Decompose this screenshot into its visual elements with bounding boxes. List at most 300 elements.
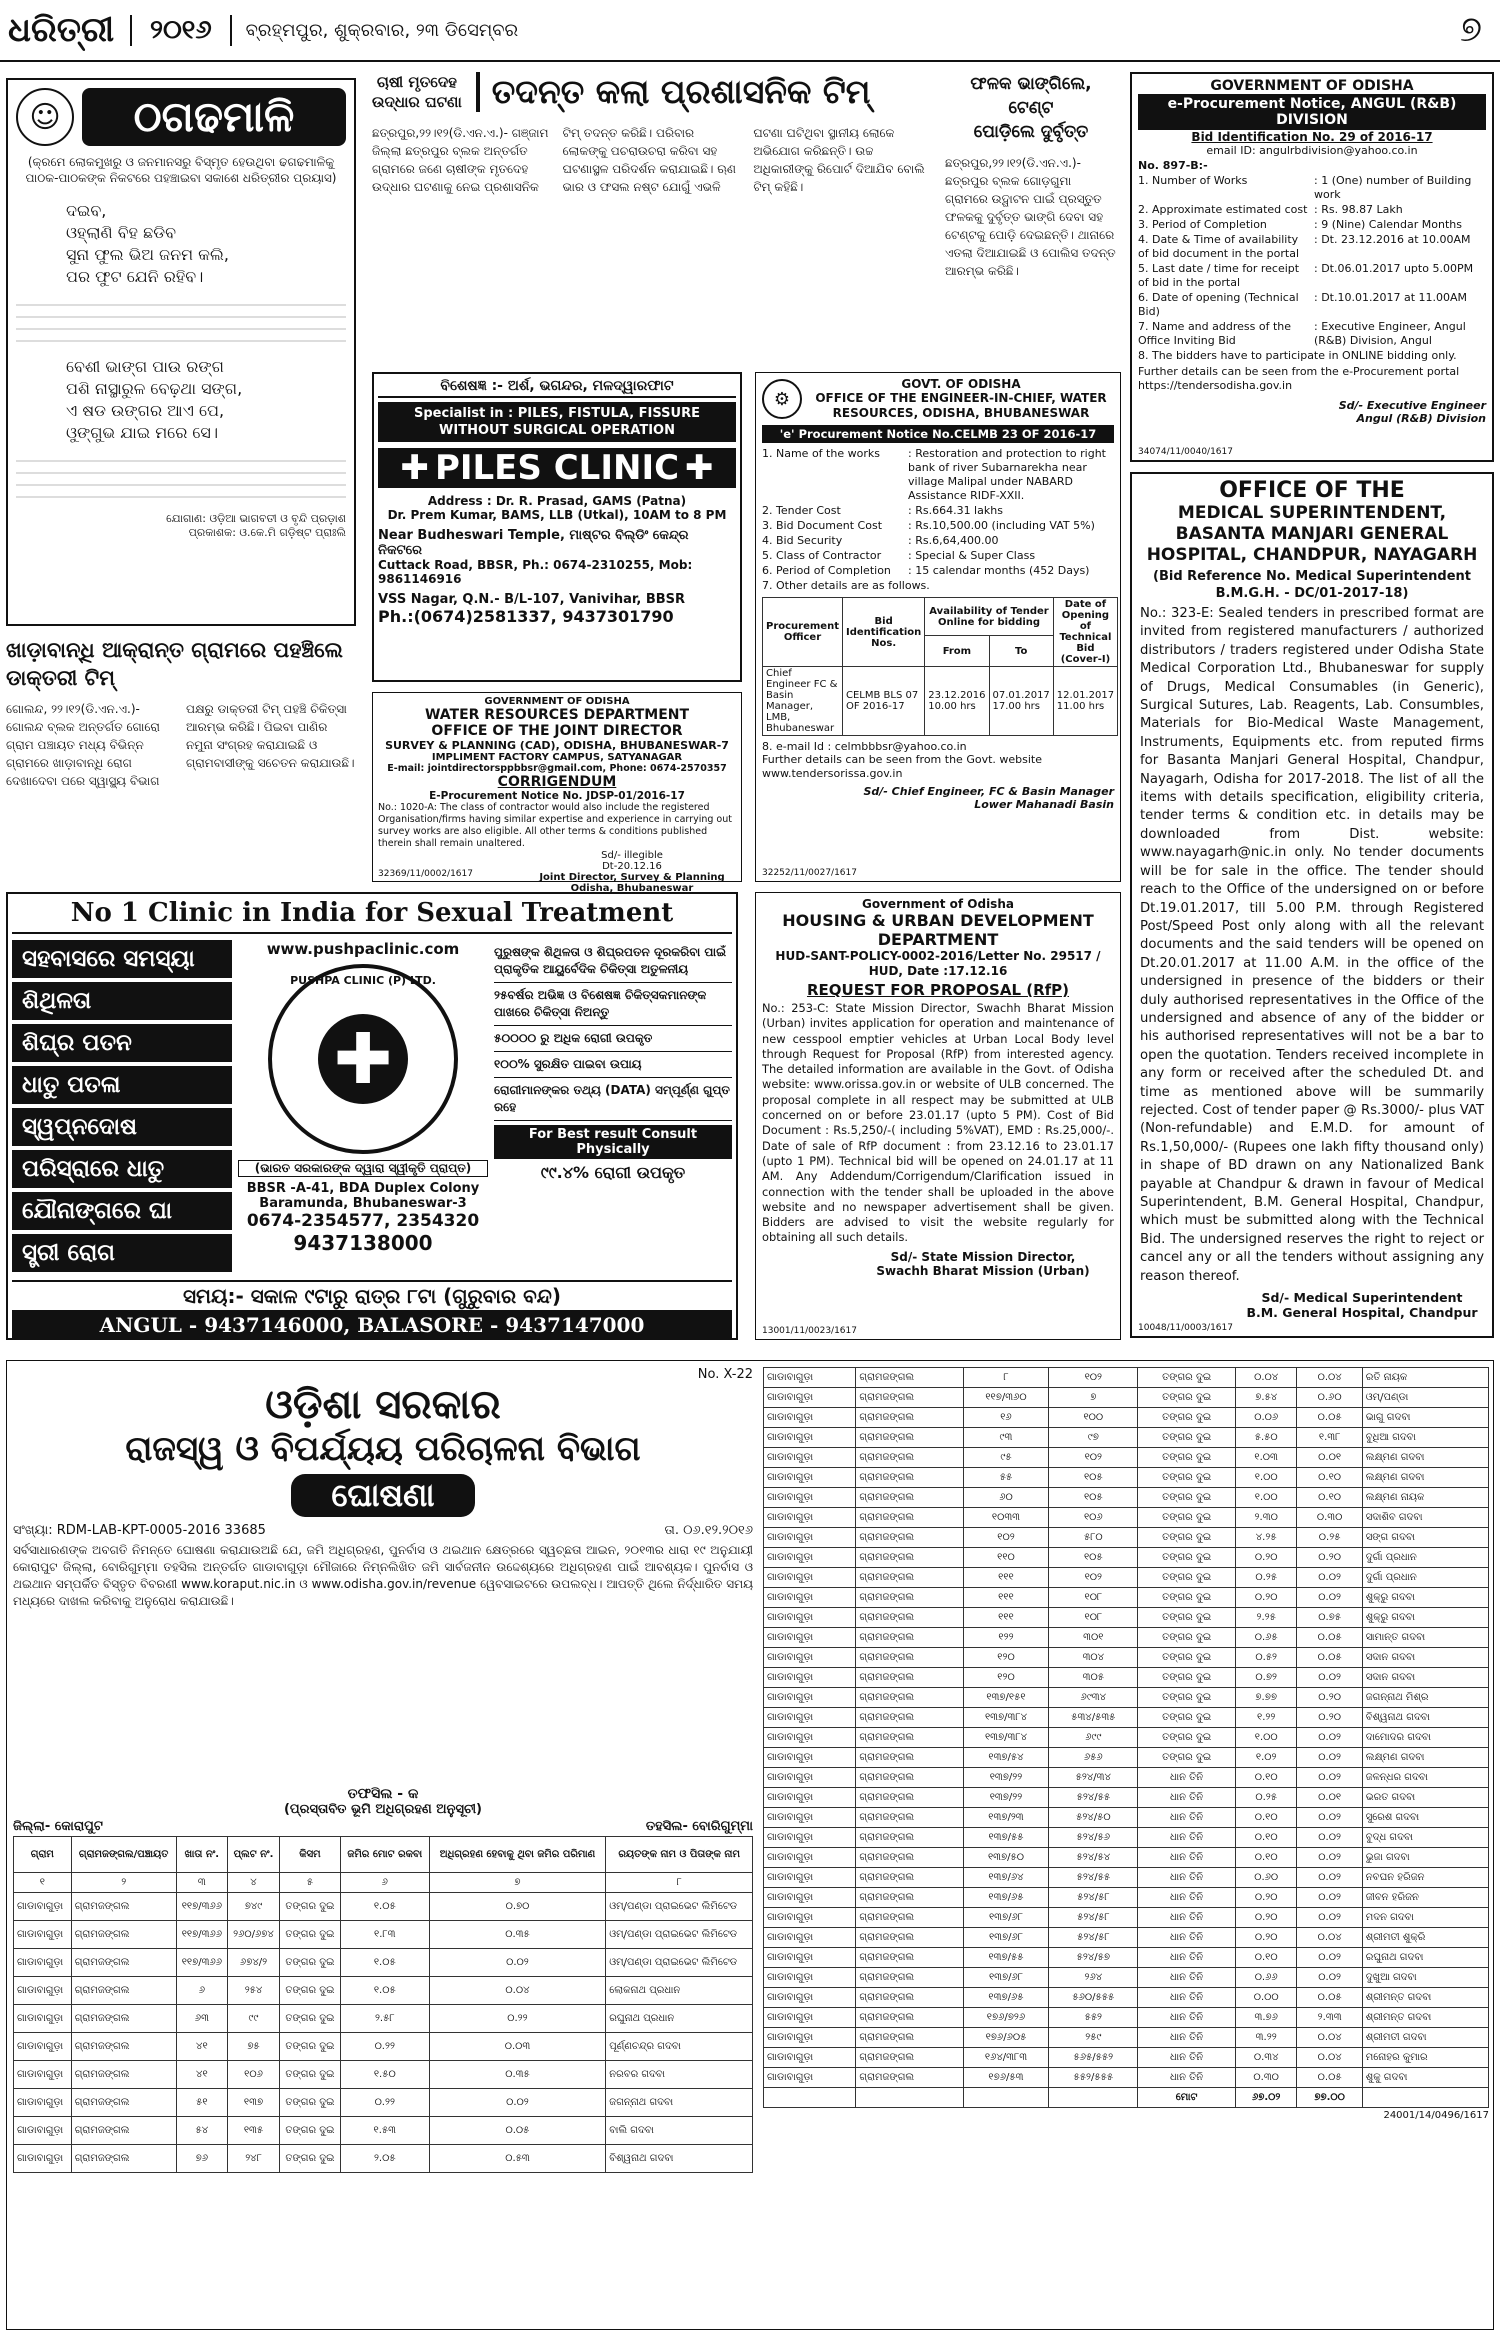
water-sign-4: Odisha, Bhubaneswar bbox=[570, 883, 694, 894]
clinic-seal-text: PUSHPA CLINIC (P) LTD. bbox=[290, 974, 436, 987]
table-cell: ଗାଡାବାଗୁଡ଼ା bbox=[764, 1628, 856, 1648]
table-cell: ୧୧୧ bbox=[963, 1588, 1049, 1608]
table-cell: ୧୩୭/୩୮୪ bbox=[963, 1708, 1049, 1728]
piles-address-3: Near Budheswari Temple, ମାଷ୍ଟର ବିଲ୍ଡିଂ କେନ୍ଦ୍ର ନିକଟରେ bbox=[378, 528, 689, 558]
table-cell: ୭.୭୭ bbox=[1235, 1688, 1297, 1708]
table-cell: ୧୩୭/୫୫ bbox=[963, 1828, 1049, 1848]
table-cell: ତଙ୍ଗର ଦୁଇ bbox=[1138, 1748, 1236, 1768]
table-cell: ତଙ୍ଗର ଦୁଇ bbox=[279, 2089, 340, 2117]
table-cell: ତଙ୍ଗର ଦୁଇ bbox=[279, 2033, 340, 2061]
eic-table bbox=[762, 597, 1118, 736]
revenue-schedule-sub: (ପ୍ରସ୍ତାବିତ ଭୂମି ଅଧିଗ୍ରହଣ ଅନୁସୂଚୀ) bbox=[283, 1802, 482, 1817]
table-cell: ନରବର ଗଦବା bbox=[606, 2061, 753, 2089]
table-cell: ଗାଡାବାଗୁଡ଼ା bbox=[764, 1488, 856, 1508]
eic-td-opening: 12.01.2017 11.00 hrs bbox=[1053, 667, 1117, 736]
table-cell: ୧୩୭/୨୨ bbox=[963, 1788, 1049, 1808]
table-cell: ଜୀବନ ହରିଜନ bbox=[1362, 1888, 1488, 1908]
table-cell: ୦.୨୫ bbox=[1297, 1528, 1362, 1548]
table-cell: ଗ୍ରାମଜଙ୍ଗଲ bbox=[856, 1988, 963, 2008]
table-cell: ତଙ୍ଗର ଦୁଇ bbox=[279, 2061, 340, 2089]
table-cell bbox=[856, 2088, 963, 2108]
table-cell: ଗ୍ରାମଜଙ୍ଗଲ bbox=[856, 1648, 963, 1668]
table-cell: ତଙ୍ଗର ଦୁଇ bbox=[1138, 1388, 1236, 1408]
table-cell: ଗ୍ରାମଜଙ୍ଗଲ bbox=[71, 2117, 176, 2145]
angul-item bbox=[1138, 233, 1486, 261]
table-cell: ମନୋହର କୁମାର bbox=[1362, 2048, 1488, 2068]
table-row bbox=[764, 1468, 1489, 1488]
table-cell: ୦.୩୫ bbox=[429, 1921, 606, 1949]
revenue-left bbox=[13, 1367, 753, 2323]
table-cell: ତଙ୍ଗର ଦୁଇ bbox=[279, 1949, 340, 1977]
table-cell: ୦.୦୧ bbox=[1297, 1788, 1362, 1808]
table-cell: ୬୯୯ bbox=[1049, 1728, 1138, 1748]
table-cell: ଗାଡାବାଗୁଡ଼ା bbox=[14, 2005, 72, 2033]
table-cell: ଲକ୍ଷ୍ମଣ ଗଦବା bbox=[1362, 1748, 1488, 1768]
table-cell: ୧୨୦ bbox=[963, 1668, 1049, 1688]
eic-item-value: : Restoration and protection to right bank of river Subarnarekha near village Malipal under NABARD Assistance RIDF-XXII. bbox=[908, 447, 1106, 502]
table-cell: ୦.୦୨ bbox=[1297, 1868, 1362, 1888]
table-cell: ଶ୍ରୀମନ୍ତ ଗଦବା bbox=[1362, 1988, 1488, 2008]
table-cell: ୦.୩୪ bbox=[1235, 2048, 1297, 2068]
table-cell: ୧୦୮ bbox=[1049, 1608, 1138, 1628]
table-cell: ତଙ୍ଗର ଦୁଇ bbox=[1138, 1528, 1236, 1548]
water-title: CORRIGENDUM bbox=[497, 774, 617, 790]
table-cell: ଗାଡାବାଗୁଡ଼ା bbox=[764, 1388, 856, 1408]
clinic-bbsr: BBSR -A-41, BDA Duplex Colony bbox=[246, 1181, 480, 1196]
table-row bbox=[764, 1908, 1489, 1928]
table-col-number: ୪ bbox=[228, 1873, 280, 1893]
table-cell: ୧.୨୨ bbox=[1235, 1708, 1297, 1728]
table-cell: ୧୭୬/୫୩ bbox=[963, 2068, 1049, 2088]
clinic-problem-item: ସ୍ୱପ୍ନଦୋଷ bbox=[12, 1108, 232, 1146]
eic-gov: GOVT. OF ODISHA bbox=[901, 377, 1021, 391]
table-row bbox=[764, 1608, 1489, 1628]
table-cell: ୦.୨୫ bbox=[1235, 1788, 1297, 1808]
table-cell: ୦.୧୦ bbox=[1235, 1828, 1297, 1848]
table-row bbox=[764, 1888, 1489, 1908]
table-cell: ବିଶ୍ୱନାଥ ଗଦବା bbox=[1362, 1708, 1488, 1728]
water-notice bbox=[372, 692, 742, 894]
table-cell: ୫୨୪/୩୪ bbox=[1049, 1768, 1138, 1788]
table-cell: ୦.୬୫ bbox=[1235, 1628, 1297, 1648]
table-cell: ଲକ୍ଷ୍ମଣ ନାୟକ bbox=[1362, 1488, 1488, 1508]
table-cell: ଗ୍ରାମଜଙ୍ଗଲ bbox=[856, 2028, 963, 2048]
table-row bbox=[764, 1828, 1489, 1848]
table-cell: ୦.୧୦ bbox=[1235, 1848, 1297, 1868]
table-cell: ଗ୍ରାମଜଙ୍ଗଲ bbox=[856, 1708, 963, 1728]
table-cell: ତଙ୍ଗର ଦୁଇ bbox=[1138, 1468, 1236, 1488]
table-row bbox=[764, 1588, 1489, 1608]
table-cell: ୧୭୬/୭୨୬ bbox=[963, 2008, 1049, 2028]
table-cell: ଗାଡାବାଗୁଡ଼ା bbox=[764, 1508, 856, 1528]
table-row bbox=[764, 1508, 1489, 1528]
table-row bbox=[764, 1768, 1489, 1788]
table-row bbox=[764, 1728, 1489, 1748]
piles-specialist: Specialist in : PILES, FISTULA, FISSURE WITHOUT SURGICAL OPERATION bbox=[378, 402, 736, 442]
eic-item-key: 7. Other details are as follows. bbox=[762, 579, 930, 592]
table-cell: ୦.୨୨ bbox=[340, 2033, 429, 2061]
year: ୨୦୧୬ bbox=[130, 15, 232, 46]
angul-item bbox=[1138, 203, 1486, 217]
housing-ref: HUD-SANT-POLICY-0002-2016/Letter No. 29517 / HUD, Date :17.12.16 bbox=[775, 949, 1101, 978]
article-right bbox=[945, 72, 1117, 362]
table-cell: ୦.୦୪ bbox=[429, 1977, 606, 2005]
housing-sign-1: Sd/- State Mission Director, bbox=[890, 1249, 1076, 1264]
table-cell: ୧୧୭/୩୬୦ bbox=[963, 1388, 1049, 1408]
table-cell: ଶୁକ୍ରୁ ଗଦବା bbox=[1362, 1588, 1488, 1608]
article-center-body: ଛତ୍ରପୁର,୨୨।୧୨(ଡି.ଏନ.ଏ.)- ଗଞ୍ଜାମ ଜିଲ୍ଲା ଛତ୍ରପୁର ବ୍ଲକ ଅନ୍ତର୍ଗତ ଗ୍ରାମରେ ଜଣେ ଚାଷୀଙ୍କ ମୃତଦେହ ଉଦ୍ଧାର ଘଟଣାକୁ ନେଇ ପ୍ରଶାସନିକ ଟିମ୍ ତଦନ୍ତ କରିଛି। ପରିବାର ଲୋକଙ୍କୁ ପଚରାଉଚରା କରିବା ସହ ଘଟଣାସ୍ଥଳ ପରିଦର୍ଶନ କରାଯାଇଛି। ଋଣ ଭାର ଓ ଫସଲ ନଷ୍ଟ ଯୋଗୁଁ ଏଭଳି ଘଟଣା ଘଟିଥିବା ସ୍ଥାନୀୟ ଲୋକେ ଅଭିଯୋଗ କରିଛନ୍ତି। ଉଚ୍ଚ ଅଧିକାରୀଙ୍କୁ ରିପୋର୍ଟ ଦିଆଯିବ ବୋଲି ଟିମ୍ କହିଛି। bbox=[372, 126, 925, 194]
table-cell: ୧୩୭/୬୮ bbox=[963, 1928, 1049, 1948]
table-cell: ଗାଡାବାଗୁଡ଼ା bbox=[764, 1648, 856, 1668]
table-cell: ୧.୫୩ bbox=[340, 2117, 429, 2145]
hospital-ref: (Bid Reference No. Medical Superintendent B.M.G.H. - DC/01-2017-18) bbox=[1153, 569, 1471, 601]
table-cell: ବୁଧିଆ ଗଦବା bbox=[1362, 1428, 1488, 1448]
table-col-number: ୭ bbox=[429, 1873, 606, 1893]
eic-further: Further details can be seen from the Govt. website www.tendersorissa.gov.in bbox=[762, 753, 1043, 780]
table-cell: ୧୩୫ bbox=[228, 2117, 280, 2145]
article-right-body: ଛତ୍ରପୁର,୨୨।୧୨(ଡି.ଏନ.ଏ.)- ଛତ୍ରପୁର ବ୍ଲକ ଗୋଡ଼ଗୁମା ଗ୍ରାମରେ ଉଦ୍ଘାଟନ ପାଇଁ ପ୍ରସ୍ତୁତ ଫଳକକୁ ଦୁର୍ବୃତ୍ତ ଭାଙ୍ଗି ଦେବା ସହ ଟେଣ୍ଟକୁ ପୋଡ଼ି ଦେଇଛନ୍ତି। ଥାନାରେ ଏତଲା ଦିଆଯାଇଛି ଓ ପୋଲିସ ତଦନ୍ତ ଆରମ୍ଭ କରିଛି। bbox=[945, 156, 1116, 278]
table-cell bbox=[963, 2088, 1049, 2108]
table-cell: ତଙ୍ଗର ଦୁଇ bbox=[1138, 1708, 1236, 1728]
piles-phone: Ph.:(0674)2581337, 9437301790 bbox=[378, 607, 674, 626]
water-sign-3: Joint Director, Survey & Planning bbox=[539, 872, 725, 883]
piles-address-5: VSS Nagar, Q.N.- B/L-107, Vanivihar, BBSR bbox=[378, 592, 686, 607]
angul-sign-1: Sd/- Executive Engineer bbox=[1338, 399, 1486, 412]
eic-item-key: 6. Period of Completion bbox=[762, 564, 891, 577]
table-cell: ଗାଡାବାଗୁଡ଼ା bbox=[764, 1788, 856, 1808]
table-cell: ତଙ୍ଗର ଦୁଇ bbox=[1138, 1428, 1236, 1448]
table-cell: ୨୪୮ bbox=[228, 2145, 280, 2173]
eic-item bbox=[762, 519, 1114, 533]
hospital-code: 10048/11/0003/1617 bbox=[1138, 1323, 1233, 1333]
table-cell: ୦.୦୨ bbox=[1297, 1908, 1362, 1928]
table-cell: ଜଗନ୍ନାଥ ମିଶ୍ର bbox=[1362, 1688, 1488, 1708]
table-cell: ୨.୫୮ bbox=[340, 2005, 429, 2033]
table-cell: ୦.୬୦ bbox=[1297, 1388, 1362, 1408]
table-cell: ଗ୍ରାମଜଙ୍ଗଲ bbox=[71, 2089, 176, 2117]
table-cell: ଗ୍ରାମଜଙ୍ଗଲ bbox=[856, 1568, 963, 1588]
table-cell: ୧୩୭/୬୮ bbox=[963, 1968, 1049, 1988]
table-cell: ଗ୍ରାମଜଙ୍ଗଲ bbox=[856, 1768, 963, 1788]
table-cell: ଗାଡାବାଗୁଡ଼ା bbox=[764, 1428, 856, 1448]
table-row bbox=[764, 1928, 1489, 1948]
housing-sign-2: Swachh Bharat Mission (Urban) bbox=[876, 1263, 1090, 1278]
table-cell: ଗ୍ରାମଜଙ୍ଗଲ bbox=[856, 1948, 963, 1968]
table-row bbox=[14, 1949, 753, 1977]
eic-item-value: : Special & Super Class bbox=[908, 549, 1036, 562]
hospital-body: No.: 323-E: Sealed tenders in prescribed format are invited from registered manufacturers / authorized distributors / traders registered under Odisha State Medical Corporation Ltd., Bhubaneswar for supply of Drugs, Medical Consumables (in Generic), Surgical Sutures, Lab. Reagents, Lab. Consumbles, Materials for Bio-Medical Waste Management, Instruments, Equipments etc. from reputed firms for Basanta Manjari General Hospital, Chandpur, Nayagarh, Odisha for 2017-2018. The list of all the items with details specification, eligibility criteria, tender terms & condition etc. in details may be downloaded from Dist. website: www.nayagarh@nic.in only. No tender documents will be for sale in the office. The tender should reach to the Office of the undersigned on or before Dt.19.01.2017, till 5.00 P.M. through Registered Post/Speed Post only along with all the relevant documents and the said tenders will be opened on Dt.20.01.2017 at 11.00 A.M. in the office of the undersigned in presence of the bidders or their duly authorised representatives in the Office of the undersigned and absence of any of the bidder or his authorised representatives will not be a bar to open the quotation. Tenders received incomplete in any form or received after the scheduled Dt. and time as mentioned above will be summarily rejected. Cost of tender paper @ Rs.3000/- plus VAT (Non-refundable) and E.M.D. for amount of Rs.1,50,000/- (Rupees one lakh fifty thousand only) in shape of BD drawn on any Nationalized Bank payable at Chandpur & drawn in favour of Medical Superintendent, B.M. General Hospital, Chandpur, which must be submitted along with the Technical Bid. The undersigned reserves the right to reject or cancel any or all the tenders without assigning any reason thereof. bbox=[1140, 606, 1484, 1284]
table-col-number: ୬ bbox=[340, 1873, 429, 1893]
table-cell: ୦.୦୨ bbox=[1297, 1888, 1362, 1908]
table-cell: ୧୨୨ bbox=[963, 1628, 1049, 1648]
table-cell: ୫୫୨/୫୫୫ bbox=[1049, 2068, 1138, 2088]
thagamali-verse-2: ବେଶୀ ଭାଙ୍ଗ ପାଉ ରଙ୍ଗ ପଶି ନାସ୍ଥାରୁଳ ବେଢ଼ଥା ସଙ୍ଗ, ଏ ଷଡ ଉଙ୍ଗର ଆଏ ପେ, ଓୁଙ୍ଗୁଭ ଯାଇ ମରେ ସେ। bbox=[66, 357, 243, 442]
table-cell: ୦.୦୧ bbox=[1297, 1448, 1362, 1468]
eic-notice bbox=[755, 372, 1121, 882]
table-cell: ୧୬ bbox=[963, 1408, 1049, 1428]
table-cell: ଓମ୍‌/ପଣ୍ଡା ପ୍ରାଇଭେଟ ଲିମିଟେଡ bbox=[606, 1949, 753, 1977]
table-cell: ୬୫୬ bbox=[1049, 1748, 1138, 1768]
table-cell: ୧୩୭/୨୨ bbox=[963, 1768, 1049, 1788]
clinic-right-list bbox=[494, 940, 732, 1121]
table-cell: ଗ୍ରାମଜଙ୍ଗଲ bbox=[856, 1688, 963, 1708]
angul-item-value: : Dt.06.01.2017 upto 5.00PM bbox=[1314, 262, 1474, 275]
table-row bbox=[764, 1388, 1489, 1408]
table-cell: ୧୩୭/୬୫ bbox=[963, 1988, 1049, 2008]
table-cell: ୦.୦୫ bbox=[1297, 2068, 1362, 2088]
eic-th-bid: Bid Identification Nos. bbox=[843, 598, 925, 667]
table-cell: ଗାଡାବାଗୁଡ଼ା bbox=[764, 1708, 856, 1728]
table-cell: ୫୮୦ bbox=[1049, 1528, 1138, 1548]
table-cell: ଗ୍ରାମଜଙ୍ଗଲ bbox=[856, 2008, 963, 2028]
table-cell: ୦.୭୫ bbox=[1297, 1608, 1362, 1628]
table-cell: ଗ୍ରାମଜଙ୍ଗଲ bbox=[856, 2068, 963, 2088]
table-cell: ଧାନ ତିନି bbox=[1138, 2048, 1236, 2068]
table-cell: ୫୨୪/୫୮ bbox=[1049, 1888, 1138, 1908]
angul-notice bbox=[1130, 72, 1494, 462]
table-cell: ୧.୫୦ bbox=[340, 2061, 429, 2089]
table-cell: ବୁଦ୍ଧ ଗଦବା bbox=[1362, 1828, 1488, 1848]
table-cell: ଭରତ ଗଦବା bbox=[1362, 1788, 1488, 1808]
newspaper-logo: ଧରିତ୍ରୀ bbox=[8, 10, 115, 50]
table-cell: ଧାନ ତିନି bbox=[1138, 1868, 1236, 1888]
piles-address-4: Cuttack Road, BBSR, Ph.: 0674-2310255, Mob: 9861146916 bbox=[378, 558, 693, 586]
thagamali-credit-1: ଯୋଗାଣ: ଓଡ଼ିଆ ଭାଗବତୀ ଓ ବୃନ୍ଦି ପ୍ରଡ଼ାଶ bbox=[166, 512, 346, 525]
eic-sign-1: Sd/- Chief Engineer, FC & Basin Manager bbox=[863, 785, 1114, 798]
table-cell: ଗାଡାବାଗୁଡ଼ା bbox=[764, 1868, 856, 1888]
table-cell: ୦.୦୪ bbox=[1235, 1368, 1297, 1388]
eic-item bbox=[762, 579, 1114, 593]
table-cell: ତଙ୍ଗର ଦୁଇ bbox=[1138, 1628, 1236, 1648]
table-cell: ଜଗନ୍ନାଥ ଗଦବା bbox=[606, 2089, 753, 2117]
table-cell: ୫୫ bbox=[963, 1468, 1049, 1488]
revenue-body: ସର୍ବସାଧାରଣଙ୍କ ଅବଗତି ନିମନ୍ତେ ଘୋଷଣା କରାଯାଉଅଛି ଯେ, ଜମି ଅଧିଗ୍ରହଣ, ପୁନର୍ବାସ ଓ ଥଇଥାନ କ୍ଷେତ୍ରରେ ସ୍ୱଚ୍ଛତା ଆଇନ, ୨୦୧୩ର ଧାରା ୧୯ ଅନୁଯାୟୀ କୋରାପୁଟ ଜିଲ୍ଲା, ବୋରିଗୁମ୍ମା ତହସିଲ ଅନ୍ତର୍ଗତ ଗାଡାବାଗୁଡ଼ା ମୌଜାରେ ନିମ୍ନଲିଖିତ ଜମି ସାର୍ବଜନୀନ ଉଦ୍ଦେଶ୍ୟରେ ଅଧିଗ୍ରହଣ ପାଇଁ ଆବଶ୍ୟକ। ପୁନର୍ବାସ ଓ ଥଇଥାନ ସମ୍ପର୍କିତ ବିସ୍ତୃତ ବିବରଣୀ www.koraput.nic.in ଓ www.odisha.gov.in/revenue ୱେବସାଇଟରେ ଉପଲବ୍ଧ। ଆପତ୍ତି ଥିଲେ ନିର୍ଦ୍ଧାରିତ ସମୟ ମଧ୍ୟରେ ଦାଖଲ କରିବାକୁ ଅନୁରୋଧ କରାଯାଉଛି। bbox=[13, 1543, 753, 1608]
clinic-problem-item: ସ୍ତ୍ରୀ ରୋଗ bbox=[12, 1234, 232, 1272]
table-cell: ତଙ୍ଗର ଦୁଇ bbox=[279, 1977, 340, 2005]
table-cell: ଗାଡାବାଗୁଡ଼ା bbox=[764, 1728, 856, 1748]
table-cell: ଗ୍ରାମଜଙ୍ଗଲ bbox=[856, 1408, 963, 1428]
table-cell: ଗ୍ରାମଜଙ୍ଗଲ bbox=[71, 2145, 176, 2173]
revenue-title-1: ଓଡ଼ିଶା ସରକାର bbox=[265, 1382, 501, 1428]
table-cell: ୧୧୧ bbox=[963, 1568, 1049, 1588]
piles-address-2: Dr. Prem Kumar, BAMS, LLB (Utkal), 10AM to 8 PM bbox=[387, 508, 727, 522]
table-cell: ଜଳନ୍ଧର ଗଦବା bbox=[1362, 1768, 1488, 1788]
table-cell: ୧୩୭/୫୦ bbox=[963, 1848, 1049, 1868]
table-cell: ୦.୦୨ bbox=[1297, 1568, 1362, 1588]
table-cell: ଧାନ ତିନି bbox=[1138, 1848, 1236, 1868]
table-cell: ଗାଡାବାଗୁଡ଼ା bbox=[764, 1768, 856, 1788]
table-cell: ୧୦୬ bbox=[228, 2061, 280, 2089]
table-row bbox=[764, 1948, 1489, 1968]
table-cell: ତଙ୍ଗର ଦୁଇ bbox=[1138, 1368, 1236, 1388]
table-row bbox=[764, 1628, 1489, 1648]
table-cell: ଦୁଖୁଆ ଗଦବା bbox=[1362, 1968, 1488, 1988]
table-cell: ଲକ୍ଷ୍ମଣ ଗଦବା bbox=[1362, 1468, 1488, 1488]
table-cell: ୫୪ bbox=[176, 2117, 227, 2145]
table-cell: ଗ୍ରାମଜଙ୍ଗଲ bbox=[71, 2061, 176, 2089]
table-cell: ଧାନ ତିନି bbox=[1138, 1908, 1236, 1928]
table-cell: ୯୫ bbox=[963, 1448, 1049, 1468]
table-cell: ୫୨୪/୫୪ bbox=[1049, 1848, 1138, 1868]
table-cell: ଗ୍ରାମଜଙ୍ଗଲ bbox=[856, 1488, 963, 1508]
angul-further: Further details can be seen from the e-Procurement portal https://tendersodisha.gov.in bbox=[1138, 365, 1460, 392]
table-cell: ୧.୦୨ bbox=[1235, 1748, 1297, 1768]
table-cell: ସଦାନ ଗଦବା bbox=[1362, 1648, 1488, 1668]
water-ref: E-Procurement Notice No. JDSP-01/2016-17 bbox=[429, 790, 685, 802]
table-cell: ୯୯ bbox=[228, 2005, 280, 2033]
table-cell: ଗ୍ରାମଜଙ୍ଗଲ bbox=[856, 1808, 963, 1828]
table-cell: ଗାଡାବାଗୁଡ଼ା bbox=[764, 1688, 856, 1708]
table-cell: ୧୦୮ bbox=[1049, 1588, 1138, 1608]
clinic-cured: ୯୯.୪% ରୋଗୀ ଉପକୃତ bbox=[540, 1163, 686, 1182]
table-cell: ୦.୧୦ bbox=[1297, 1488, 1362, 1508]
clinic-title: No 1 Clinic in India for Sexual Treatment bbox=[12, 898, 732, 934]
table-row bbox=[764, 1648, 1489, 1668]
angul-item-value: : 1 (One) number of Building work bbox=[1314, 174, 1472, 201]
clinic-feature-item: ରୋଗୀମାନଙ୍କର ତଥ୍ୟ (DATA) ସମ୍ପୂର୍ଣ୍ଣ ଗୁପ୍ତ ରହେ bbox=[494, 1078, 732, 1121]
table-cell: ଗ୍ରାମଜଙ୍ଗଲ bbox=[856, 1508, 963, 1528]
angul-item-key: 1. Number of Works bbox=[1138, 174, 1248, 187]
eic-th-availability: Availability of Tender Online for bidding bbox=[925, 598, 1054, 636]
cross-icon: ✚ bbox=[318, 1014, 408, 1104]
table-cell: ୦.୨୨ bbox=[340, 2089, 429, 2117]
revenue-notice bbox=[6, 1360, 1494, 2330]
table-col-number: ୮ bbox=[606, 1873, 753, 1893]
table-cell: ୫୬୫/୫୫୨ bbox=[1049, 2048, 1138, 2068]
revenue-right bbox=[763, 1367, 1489, 2323]
angul-gov: GOVERNMENT OF ODISHA bbox=[1210, 78, 1414, 94]
table-cell: ଗାଡାବାଗୁଡ଼ା bbox=[14, 2061, 72, 2089]
table-cell: ୧୭୬/୬୦୫ bbox=[963, 2028, 1049, 2048]
angul-sign-2: Angul (R&B) Division bbox=[1356, 412, 1486, 425]
table-cell: ଗାଡାବାଗୁଡ଼ା bbox=[14, 1977, 72, 2005]
table-cell: ୦.୦୨ bbox=[1297, 1668, 1362, 1688]
table-cell: ୫୨୪/୫୮ bbox=[1049, 1908, 1138, 1928]
table-cell: ଗାଡାବାଗୁଡ଼ା bbox=[764, 1848, 856, 1868]
angul-item bbox=[1138, 349, 1486, 363]
table-cell: ଗ୍ରାମଜଙ୍ଗଲ bbox=[856, 1528, 963, 1548]
table-row bbox=[14, 2061, 753, 2089]
table-cell: ବିଶ୍ୱନାଥ ଗଦବା bbox=[606, 2145, 753, 2173]
table-cell: ଦୁର୍ଗା ପ୍ରଧାନ bbox=[1362, 1548, 1488, 1568]
table-cell: ୨୫୪ bbox=[228, 1977, 280, 2005]
table-row bbox=[14, 1893, 753, 1921]
angul-item-key: 5. Last date / time for receipt of bid in the portal bbox=[1138, 262, 1300, 289]
table-cell: ସଦାଶିବ ଗଦବା bbox=[1362, 1508, 1488, 1528]
table-cell: ଓମ୍‌/ପଣ୍ଡା ପ୍ରାଇଭେଟ ଲିମିଟେଡ bbox=[606, 1921, 753, 1949]
table-cell: ଧାନ ତିନି bbox=[1138, 2068, 1236, 2088]
table-cell: ୦.୦୦ bbox=[1235, 1988, 1297, 2008]
clinic-center bbox=[238, 940, 488, 1276]
table-cell: ଶ୍ରୀମନ୍ତ ଗଦବା bbox=[1362, 2008, 1488, 2028]
table-cell: ଗ୍ରାମଜଙ୍ଗଲ bbox=[856, 1828, 963, 1848]
table-cell: ୧.୦୦ bbox=[1235, 1728, 1297, 1748]
table-header-cell: ଜମିର ମୋଟ ରକବା bbox=[340, 1837, 429, 1873]
table-row bbox=[764, 1968, 1489, 1988]
revenue-ref: ସଂଖ୍ୟା: RDM-LAB-KPT-0005-2016 33685 bbox=[13, 1523, 266, 1538]
table-cell: ୩୦୫ bbox=[1049, 1668, 1138, 1688]
table-cell: ଗାଡାବାଗୁଡ଼ା bbox=[764, 1468, 856, 1488]
table-cell: ୫୨୪/୫୦ bbox=[1049, 1808, 1138, 1828]
revenue-schedule-title: ତଫସିଲ - କ bbox=[347, 1786, 419, 1802]
table-cell: ୨.୦୫ bbox=[340, 2145, 429, 2173]
clinic-govt: (ଭାରତ ସରକାରଙ୍କ ଦ୍ୱାରା ସ୍ୱୀକୃତି ପ୍ରାପ୍ତ) bbox=[238, 1160, 488, 1177]
water-sub: SURVEY & PLANNING (CAD), ODISHA, BHUBANESWAR-7 bbox=[385, 739, 729, 752]
angul-item-key: 6. Date of opening (Technical Bid) bbox=[1138, 291, 1299, 318]
hospital-sign-1: Sd/- Medical Superintendent bbox=[1261, 1290, 1463, 1306]
clinic-problem-item: ଯୌନାଙ୍ଗରେ ଘା bbox=[12, 1192, 232, 1230]
table-cell: ୩୦୪ bbox=[1049, 1648, 1138, 1668]
table-cell: ୦.୦୫ bbox=[1297, 1988, 1362, 2008]
angul-item-key: 8. The bidders have to participate in ONLINE bidding only. bbox=[1138, 349, 1457, 362]
clinic-right bbox=[494, 940, 732, 1276]
table-cell: ଓମ୍‌/ପଣ୍ଡା ପ୍ରାଇଭେଟ ଲିମିଟେଡ bbox=[606, 1893, 753, 1921]
table-cell: ୦.୩୫ bbox=[429, 2061, 606, 2089]
table-cell: ଗ୍ରାମଜଙ୍ଗଲ bbox=[856, 1448, 963, 1468]
housing-notice bbox=[755, 892, 1121, 1340]
eic-td-to: 07.01.2017 17.00 hrs bbox=[989, 667, 1053, 736]
revenue-code: 24001/14/0496/1617 bbox=[1383, 2110, 1489, 2121]
eic-th-officer: Procurement Officer bbox=[763, 598, 843, 667]
table-row bbox=[14, 2005, 753, 2033]
table-cell: ୧୩୭/୬୫ bbox=[963, 1888, 1049, 1908]
table-cell: ୦.୦୩ bbox=[429, 2033, 606, 2061]
table-cell: ଗ୍ରାମଜଙ୍ଗଲ bbox=[856, 1748, 963, 1768]
table-cell: ୫୨୪/୫୮ bbox=[1049, 1928, 1138, 1948]
table-cell: ଗ୍ରାମଜଙ୍ଗଲ bbox=[856, 1888, 963, 1908]
table-cell: ସାମାନ୍ତ ଗଦବା bbox=[1362, 1628, 1488, 1648]
clinic-phone-1: 0674-2354577, 2354320 bbox=[246, 1211, 480, 1231]
revenue-tahasil: ତହସିଲ- ବୋରିଗୁମ୍ମା bbox=[645, 1819, 753, 1834]
table-cell: ୧୦୨ bbox=[963, 1528, 1049, 1548]
table-cell: ୧୦୫ bbox=[1049, 1468, 1138, 1488]
masks-icon: ☺ bbox=[16, 88, 74, 146]
table-cell: ୫୨୪/୫୭ bbox=[1049, 1948, 1138, 1968]
angul-item-value: : Rs. 98.87 Lakh bbox=[1314, 203, 1403, 216]
table-cell: ତଙ୍ଗର ଦୁଇ bbox=[1138, 1728, 1236, 1748]
hospital-title-1: OFFICE OF THE bbox=[1219, 478, 1405, 503]
clinic-seal bbox=[268, 964, 458, 1154]
table-cell: ୦.୦୨ bbox=[1297, 1968, 1362, 1988]
table-row bbox=[764, 1808, 1489, 1828]
table-row bbox=[764, 1988, 1489, 2008]
table-cell: ୦.୨୦ bbox=[1297, 1708, 1362, 1728]
table-cell: ୨.୩୩ bbox=[1297, 2008, 1362, 2028]
table-cell: ଗ୍ରାମଜଙ୍ଗଲ bbox=[856, 1908, 963, 1928]
table-cell: ୦.୦୫ bbox=[1297, 1408, 1362, 1428]
table-row bbox=[14, 1977, 753, 2005]
table-cell: ୧୧୭/୩୬୬ bbox=[176, 1949, 227, 1977]
table-cell: ୦.୦୫ bbox=[1297, 1628, 1362, 1648]
table-cell: ତଙ୍ଗର ଦୁଇ bbox=[1138, 1548, 1236, 1568]
table-cell: ଗ୍ରାମଜଙ୍ଗଲ bbox=[856, 1968, 963, 1988]
table-cell: ତଙ୍ଗର ଦୁଇ bbox=[279, 1921, 340, 1949]
table-cell: ଗ୍ରାମଜଙ୍ଗଲ bbox=[856, 1928, 963, 1948]
angul-item bbox=[1138, 262, 1486, 290]
table-cell: ତଙ୍ଗର ଦୁଇ bbox=[1138, 1488, 1236, 1508]
eic-item bbox=[762, 534, 1114, 548]
table-cell: ୦.୩୦ bbox=[1297, 1508, 1362, 1528]
thagamali-explain-1 bbox=[16, 294, 346, 346]
total-area: ୬୭.୦୨ bbox=[1235, 2088, 1297, 2108]
table-row bbox=[764, 2008, 1489, 2028]
article-left bbox=[6, 636, 356, 882]
table-cell: ୧୧୦ bbox=[963, 1548, 1049, 1568]
eic-item bbox=[762, 447, 1114, 503]
table-cell: ୧୦୨ bbox=[1049, 1368, 1138, 1388]
clinic-problem-item: ସହବାସରେ ସମସ୍ୟା bbox=[12, 940, 232, 978]
eic-item-value: : Rs.10,500.00 (including VAT 5%) bbox=[908, 519, 1095, 532]
